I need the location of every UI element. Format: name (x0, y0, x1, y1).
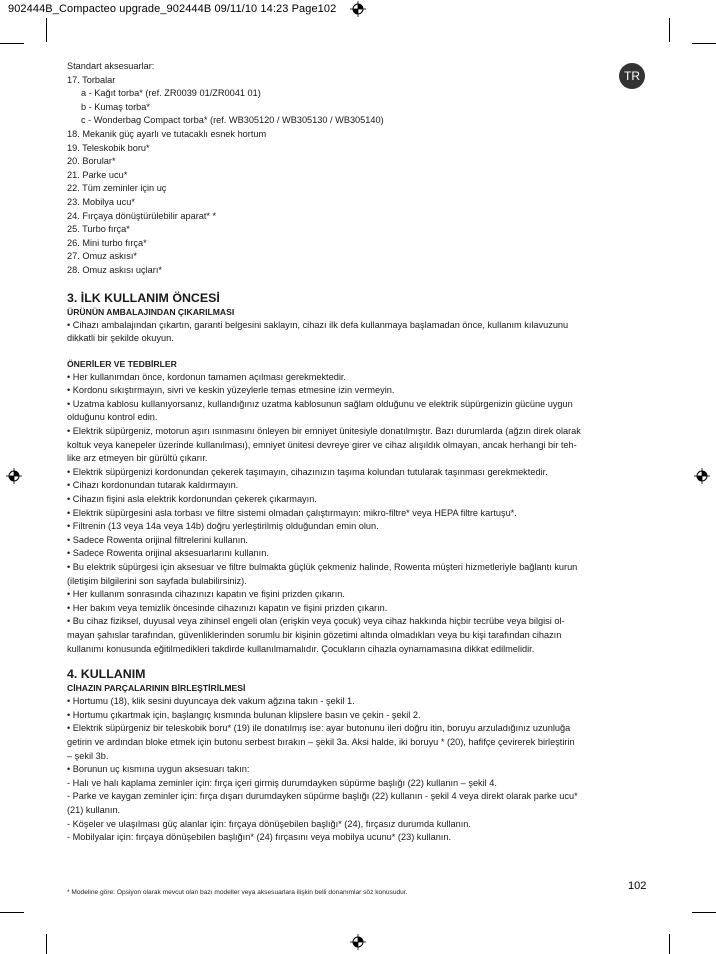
accessory-item: 25. Turbo fırça* (67, 224, 130, 235)
assembly-text (67, 695, 647, 845)
crop-mark (669, 934, 670, 954)
text-line: • Hortumu çıkartmak için, başlangıç kısmında bulunan klipslere basın ve çekin - şekil 2. (67, 709, 421, 720)
text-line: • Cihazı kordonundan tutarak kaldırmayın. (67, 480, 239, 491)
text-line: (iletişim bilgilerini son sayfada bulabilirsiniz). (67, 575, 247, 586)
text-line: • Her kullanımdan önce, kordonun tamamen açılması gerekmektedir. (67, 371, 346, 382)
crop-mark (0, 912, 24, 913)
text-line: • Uzatma kablosu kullanıyorsanız, kullandığınız uzatma kablosunun sağlam olduğunu ve elektrik süpürgenizin gücüne uygun (67, 398, 573, 409)
text-line: • Her bakım veya temizlik öncesinde cihazınızı kapatın ve fişini prizden çıkarın. (67, 602, 388, 613)
section-3-subheading-unpacking: ÜRÜNÜN AMBALAJINDAN ÇIKARILMASI (67, 306, 235, 317)
accessory-item: 20. Borular* (67, 156, 116, 167)
text-line: • Elektrik süpürgeniz bir teleskobik boru* (19) ile donatılmış ise: ayar butonunu ileri doğru itin, boruyu arzuladığınız uzunluğa (67, 723, 571, 734)
unpacking-text (67, 319, 647, 346)
accessory-item: 27. Omuz askısı* (67, 251, 137, 262)
page-number: 102 (628, 880, 647, 892)
text-line: • Elektrik süpürgesini asla torbası ve filtre sistemi olmadan çalıştırmayın: mikro-filtre* veya HEPA filtre kartuşu*. (67, 507, 517, 518)
text-line: kullanımı konusunda eğitilmedikleri takdirde kullanılmamalıdır. Çocukların cihazla oynamamasına dikkat edilmelidir. (67, 643, 535, 654)
text-line: • Sadece Rowenta orijinal filtrelerini kullanın. (67, 534, 248, 545)
accessory-item: 24. Fırçaya dönüştürülebilir aparat* * (67, 210, 217, 221)
accessory-item: 23. Mobilya ucu* (67, 196, 135, 207)
accessory-item: 28. Omuz askısı uçları* (67, 264, 162, 275)
accessories-list (67, 74, 647, 278)
registration-mark-icon (350, 934, 366, 950)
text-line: • Hortumu (18), klik sesini duyuncaya dek vakum ağzına takın - şekil 1. (67, 696, 355, 707)
registration-mark-icon (350, 1, 366, 17)
text-line: olduğunu kontrol edin. (67, 412, 158, 423)
accessory-item: 21. Parke ucu* (67, 169, 128, 180)
crop-mark (692, 912, 716, 913)
accessories-intro: Standart aksesuarlar: (67, 61, 155, 71)
registration-mark-icon (6, 468, 22, 484)
accessory-item: 26. Mini turbo fırça* (67, 237, 147, 248)
accessory-item: a - Kağıt torba* (ref. ZR0039 01/ZR0041 01) (81, 88, 261, 99)
text-line: • Bu cihaz fiziksel, duyusal veya zihinsel engeli olan (erişkin veya çocuk) veya cihaz hakkında hiçbir tecrübe veya bilgisi ol- (67, 616, 565, 627)
text-line: • Her kullanım sonrasında cihazınızı kapatın ve fişini prizden çıkarın. (67, 589, 345, 600)
crop-mark (46, 18, 47, 42)
text-line: • Kordonu sıkıştırmayın, sivri ve keskin yüzeylerle temas etmesine izin vermeyin. (67, 385, 395, 396)
text-line: • Cihazın fişini asla elektrik kordonundan çekerek çıkarmayın. (67, 494, 317, 505)
text-line: koltuk veya kanepeler üzerinde kullanılması), emniyet ünitesi devreye girer ve cihaz alışıldık olmayan, ancak herhangi bir teh- (67, 439, 577, 450)
text-line: getirin ve ardından bloke etmek için butonu serbest bırakın – şekil 3a. Aksi halde, iki boruyu * (20), hafifçe çevirerek birleştirin (67, 736, 575, 747)
crop-mark (692, 43, 716, 44)
document-body (67, 60, 647, 845)
text-line: like arz etmeyen bir gürültü çıkarır. (67, 453, 208, 464)
accessory-item: 19. Teleskobik boru* (67, 142, 150, 153)
accessory-item: 18. Mekanik güç ayarlı ve tutacaklı esnek hortum (67, 128, 267, 139)
text-line: • Bu elektrik süpürgesi için aksesuar ve filtre bulmakta güçlük çekmeniz halinde, Rowenta müşteri hizmetleriyle bağlantı kurun (67, 562, 578, 572)
text-line: • Sadece Rowenta orijinal aksesuarlarını kullanın. (67, 548, 269, 559)
accessory-item: c - Wonderbag Compact torba* (ref. WB305120 / WB305130 / WB305140) (81, 115, 384, 126)
section-4-subheading-assembly: CİHAZIN PARÇALARININ BİRLEŞTİRİLMESİ (67, 683, 246, 694)
print-slug: 902444B_Compacteo upgrade_902444B 09/11/10 14:23 Page102 (8, 3, 337, 15)
text-line: • Filtrenin (13 veya 14a veya 14b) doğru yerleştirilmiş olduğundan emin olun. (67, 521, 379, 532)
text-line: – şekil 3b. (67, 750, 109, 761)
precautions-text (67, 371, 647, 656)
text-line: • Borunun uç kısmına uygun aksesuarı takın: (67, 764, 250, 775)
crop-mark (46, 934, 47, 954)
text-line: dikkatli bir şekilde okuyun. (67, 333, 174, 344)
footnote: * Modeline göre: Opsiyon olarak mevcut olan bazı modeller veya aksesuarlara ilişkin belli donanımlar söz konusudur. (67, 889, 408, 896)
text-line: • Elektrik süpürgeniz, motorun aşırı ısınmasını önleyen bir emniyet ünitesiyle donatılmıştır. Bazı durumlarda (ağzın direk olarak (67, 426, 581, 437)
text-line: (21) kullanın. (67, 804, 121, 815)
accessory-item: b - Kumaş torba* (81, 101, 150, 112)
accessory-item: 17. Torbalar (67, 74, 116, 85)
registration-mark-icon (694, 468, 710, 484)
text-line: - Halı ve halı kaplama zeminler için: fırça içeri girmiş durumdayken süpürme başlığı (22) kullanın – şekil 4. (67, 777, 497, 788)
crop-mark (0, 43, 24, 44)
text-line: - Köşeler ve ulaşılması güç alanlar için: fırçaya dönüşebilen başlığı* (24), fırçasız durumda kullanın. (67, 818, 471, 829)
section-4-title: 4. KULLANIM (67, 667, 146, 682)
section-3-subheading-precautions: ÖNERİLER VE TEDBİRLER (67, 358, 177, 369)
text-line: • Cihazı ambalajından çıkartın, garanti belgesini saklayın, cihazı ilk defa kullanmaya başlamadan önce, kullanım kılavuzunu (67, 319, 569, 330)
section-3-title: 3. İLK KULLANIM ÖNCESİ (67, 290, 220, 305)
accessory-item: 22. Tüm zeminler için uç (67, 183, 167, 194)
text-line: - Parke ve kaygan zeminler için: fırça dışarı durumdayken süpürme başlığı (22) kullanın - şekil 4 veya direkt olarak parke ucu* (67, 791, 578, 802)
text-line: • Elektrik süpürgenizi kordonundan çekerek taşımayın, cihazınızın taşıma kolundan tutularak taşınması gerekmektedir. (67, 466, 548, 477)
text-line: - Mobilyalar için: fırçaya dönüşebilen başlığın* (24) fırçasını veya mobilya ucunu* (23) kullanın. (67, 832, 452, 843)
text-line: mayan şahıslar tarafından, güvenliklerinden sorumlu bir kişinin gözetimi altında olmadıkları veya bu kişi tarafından cihazın (67, 629, 562, 640)
crop-mark (669, 18, 670, 42)
language-badge: TR (619, 63, 645, 89)
